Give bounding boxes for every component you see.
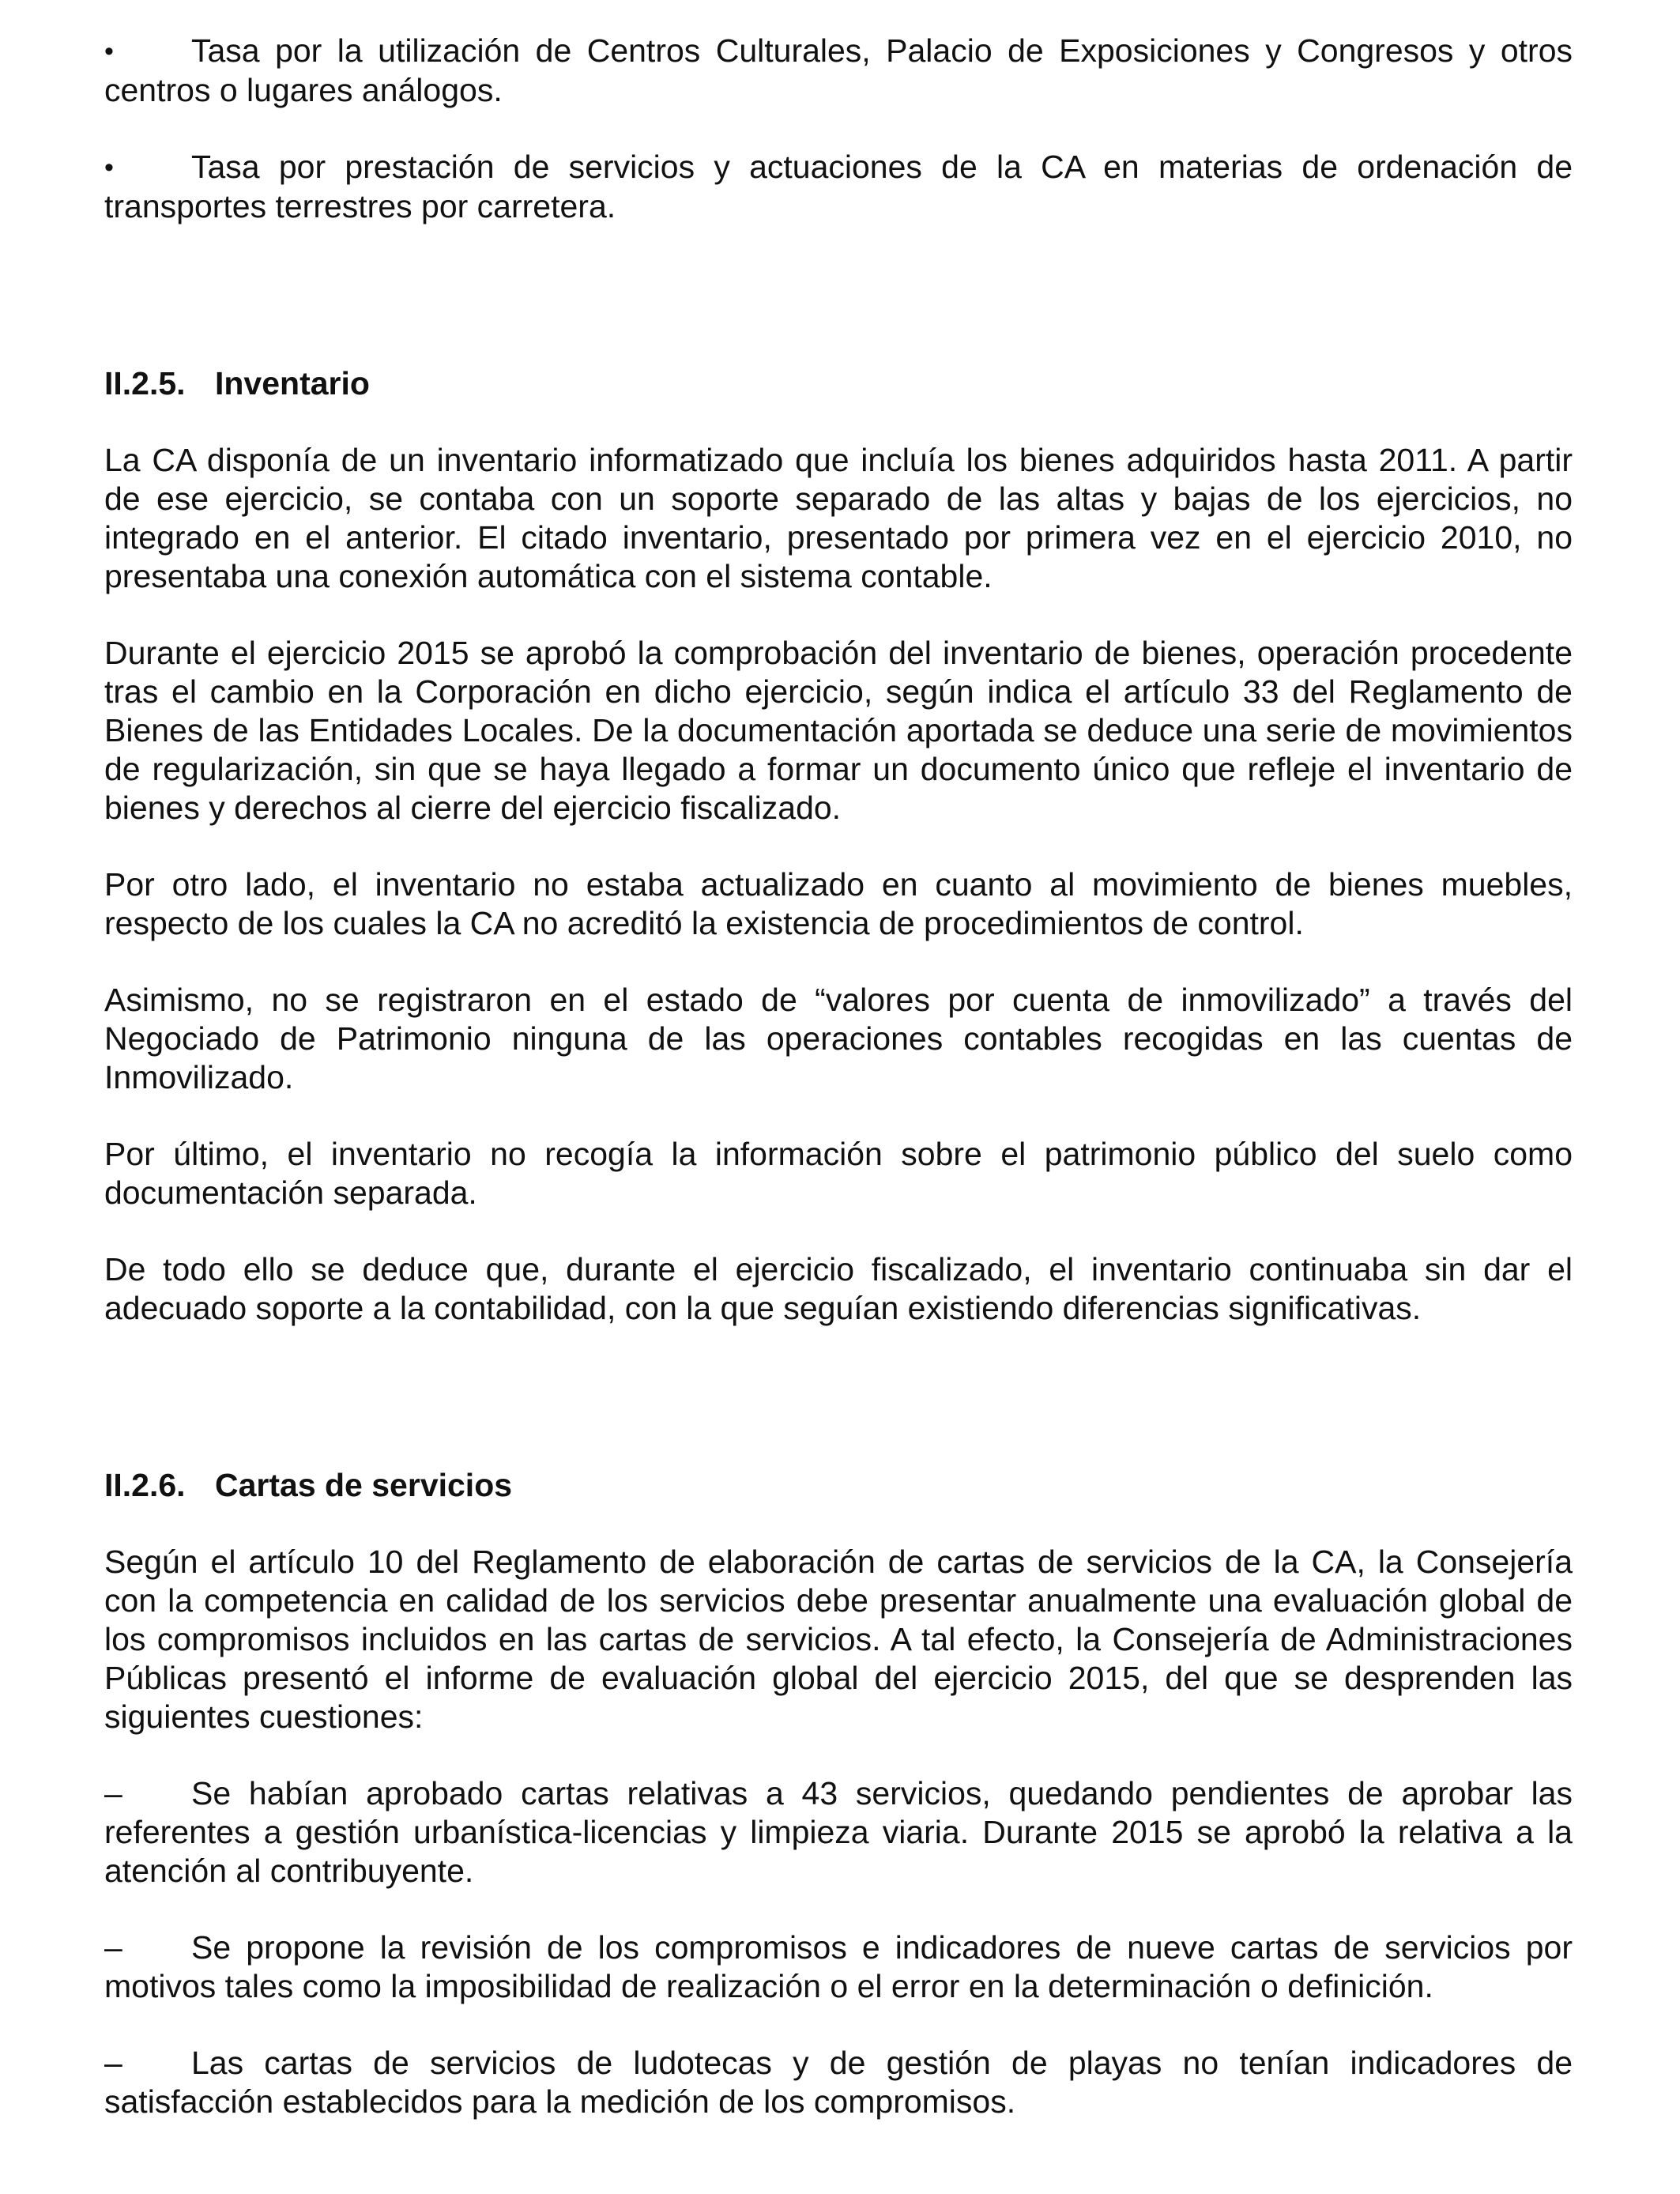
section-heading-inventario xyxy=(104,364,1573,403)
bullet-text: Tasa por la utilización de Centros Culturales, Palacio de Exposiciones y Congresos y otros centros o lugares análogos. xyxy=(104,32,1573,108)
paragraph: De todo ello se deduce que, durante el ejercicio fiscalizado, el inventario continuaba sin dar el adecuado soporte a la contabilidad, con la que seguían existiendo diferencias significativas. xyxy=(104,1251,1573,1326)
section-title: Cartas de servicios xyxy=(215,1467,513,1503)
dash-marker: – xyxy=(104,2045,122,2081)
dash-text: Se habían aprobado cartas relativas a 43 servicios, quedando pendientes de aprobar las referentes a gestión urbanística-licencias y limpieza viaria. Durante 2015 se aprobó la relativa a la atención al contribuyente. xyxy=(104,1775,1573,1889)
paragraph: Por otro lado, el inventario no estaba actualizado en cuanto al movimiento de bienes muebles, respecto de los cuales la CA no acreditó la existencia de procedimientos de control. xyxy=(104,866,1573,941)
dash-text: Se propone la revisión de los compromisos e indicadores de nueve cartas de servicios por motivos tales como la imposibilidad de realización o el error en la determinación o definición. xyxy=(104,1929,1573,2004)
bullet-text: Tasa por prestación de servicios y actuaciones de la CA en materias de ordenación de transportes terrestres por carretera. xyxy=(104,149,1573,224)
section-title: Inventario xyxy=(215,365,370,401)
paragraph: Asimismo, no se registraron en el estado de “valores por cuenta de inmovilizado” a través del Negociado de Patrimonio ninguna de las operaciones contables recogidas en las cuentas de Inmovilizado. xyxy=(104,982,1573,1095)
bullet-marker: • xyxy=(104,153,114,183)
paragraph: La CA disponía de un inventario informatizado que incluía los bienes adquiridos hasta 2011. A partir de ese ejercicio, se contaba con un soporte separado de las altas y bajas de los ejercicios, no integrado en el anterior. El citado inventario, presentado por primera vez en el ejercicio 2010, no presentaba una conexión automática con el sistema contable. xyxy=(104,442,1573,594)
paragraph: Según el artículo 10 del Reglamento de elaboración de cartas de servicios de la CA, la Consejería con la competencia en calidad de los servicios debe presentar anualmente una evaluación global de los compromisos incluidos en las cartas de servicios. A tal efecto, la Consejería de Administraciones Públicas presentó el informe de evaluación global del ejercicio 2015, del que se desprenden las siguientes cuestiones: xyxy=(104,1544,1573,1735)
dash-marker: – xyxy=(104,1929,122,1966)
dash-marker: – xyxy=(104,1775,122,1811)
dash-item xyxy=(104,2044,1573,2121)
section-heading-cartas xyxy=(104,1466,1573,1505)
bullet-item xyxy=(104,148,1573,226)
bullet-marker: • xyxy=(104,36,114,66)
bullet-item xyxy=(104,32,1573,110)
dash-text: Las cartas de servicios de ludotecas y de gestión de playas no tenían indicadores de satisfacción establecidos para la medición de los compromisos. xyxy=(104,2045,1573,2120)
document-page xyxy=(104,32,1573,2121)
dash-item xyxy=(104,1774,1573,1891)
section-number: II.2.5. xyxy=(104,365,186,401)
paragraph: Durante el ejercicio 2015 se aprobó la comprobación del inventario de bienes, operación procedente tras el cambio en la Corporación en dicho ejercicio, según indica el artículo 33 del Reglamento de Bienes de las Entidades Locales. De la documentación aportada se deduce una serie de movimientos de regularización, sin que se haya llegado a formar un documento único que refleje el inventario de bienes y derechos al cierre del ejercicio fiscalizado. xyxy=(104,635,1573,826)
dash-item xyxy=(104,1928,1573,2006)
paragraph: Por último, el inventario no recogía la información sobre el patrimonio público del suelo como documentación separada. xyxy=(104,1136,1573,1211)
section-number: II.2.6. xyxy=(104,1467,186,1503)
